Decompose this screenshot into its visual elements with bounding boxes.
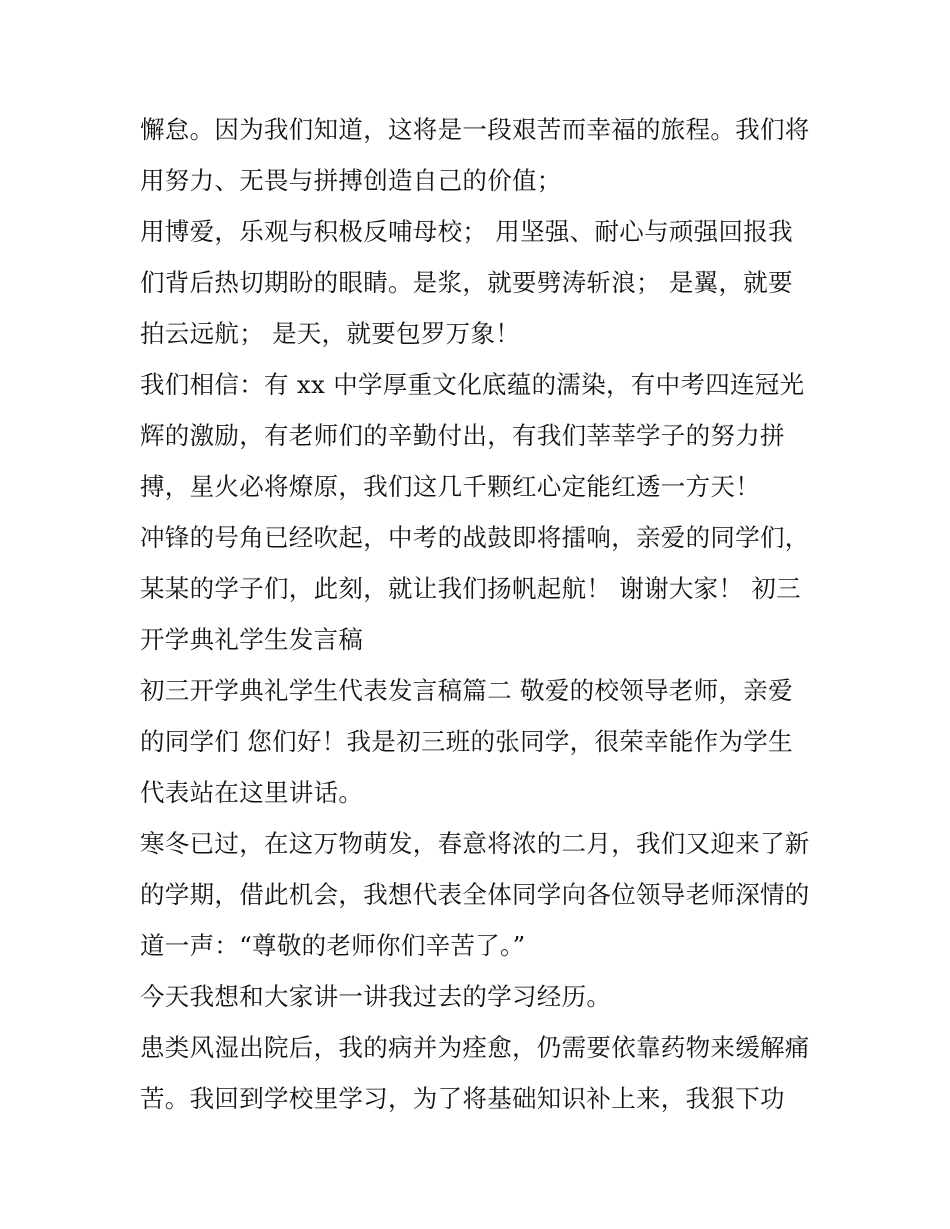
text-line: 搏，星火必将燎原，我们这几千颗红心定能红透一方天！: [140, 472, 760, 501]
text-line: 懈怠。因为我们知道，这将是一段艰苦而幸福的旅程。我们将: [140, 115, 810, 144]
text-line: 的同学们 您们好！我是初三班的张同学，很荣幸能作为学生: [140, 727, 793, 756]
text-line: 今天我想和大家讲一讲我过去的学习经历。: [140, 982, 612, 1011]
text-line: 用努力、无畏与拼搏创造自己的价值；: [140, 166, 562, 195]
text-line: 某某的学子们，此刻，就让我们扬帆起航！ 谢谢大家！ 初三: [140, 574, 801, 603]
text-line: 苦。我回到学校里学习，为了将基础知识补上来，我狠下功: [140, 1084, 785, 1113]
text-line: 用博爱，乐观与积极反哺母校； 用坚强、耐心与顽强回报我: [140, 217, 793, 246]
text-line: 冲锋的号角已经吹起，中考的战鼓即将擂响，亲爱的同学们，: [140, 523, 810, 552]
text-line: 我们相信：有 xx 中学厚重文化底蕴的濡染，有中考四连冠光: [140, 370, 805, 399]
text-line: 代表站在这里讲话。: [140, 778, 364, 807]
text-line: 寒冬已过，在这万物萌发，春意将浓的二月，我们又迎来了新: [140, 829, 810, 858]
text-line: 们背后热切期盼的眼睛。是浆，就要劈涛斩浪； 是翼，就要: [140, 268, 793, 297]
text-line: 的学期，借此机会，我想代表全体同学向各位领导老师深情的: [140, 880, 810, 909]
text-line: 患类风湿出院后，我的病并为痊愈，仍需要依靠药物来缓解痛: [140, 1033, 810, 1062]
text-line: 辉的激励，有老师们的辛勤付出，有我们莘莘学子的努力拼: [140, 421, 785, 450]
text-line: 开学典礼学生发言稿: [140, 625, 364, 654]
text-line: 拍云远航； 是天，就要包罗万象！: [140, 319, 521, 348]
document-body: [140, 104, 820, 1124]
text-line: 道一声：“尊敬的老师你们辛苦了。”: [140, 931, 526, 960]
text-line: 初三开学典礼学生代表发言稿篇二 敬爱的校领导老师，亲爱: [140, 676, 793, 705]
